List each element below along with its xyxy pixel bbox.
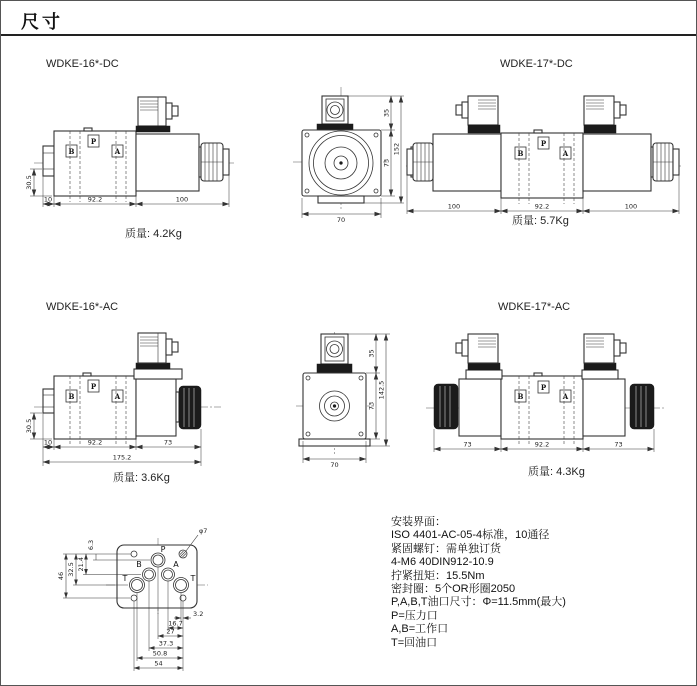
left-connector <box>468 96 498 125</box>
wdke16dc-side-view-drawing <box>26 79 246 219</box>
port-label-t-right: T <box>190 574 196 583</box>
label-wdke17ac: WDKE-17*-AC <box>498 301 571 313</box>
dim-50-8: 50.8 <box>152 649 168 658</box>
port-b: B <box>517 149 524 158</box>
dim-92-2: 92.2 <box>534 202 550 211</box>
dim-32-5: 32.5 <box>67 562 75 577</box>
right-junction-block <box>582 370 618 379</box>
dim-3-2: 3.2 <box>193 610 204 618</box>
port-a: A <box>562 149 569 158</box>
dim-30-5: 30.5 <box>25 175 33 190</box>
port-b: B <box>68 392 75 401</box>
base-flange <box>299 439 370 446</box>
port-label-t-left: T <box>122 574 128 583</box>
wdke17dc-side-view-drawing <box>406 79 696 219</box>
left-port-stub <box>43 389 54 413</box>
port-a: A <box>114 392 121 401</box>
dim-73: 73 <box>163 438 173 447</box>
dim-6-3: 6.3 <box>87 539 95 551</box>
right-solenoid <box>583 379 625 436</box>
label-wdke16ac: WDKE-16*-AC <box>46 301 119 313</box>
dim-16-7: 16.7 <box>168 619 183 628</box>
dim-142-5: 142.5 <box>377 380 386 400</box>
note-line: 4-M6 40DIN912-10.9 <box>391 556 494 569</box>
wdke16ac-side-view-drawing <box>26 326 246 476</box>
title-divider <box>1 34 696 36</box>
dim-100-left: 100 <box>447 202 461 211</box>
right-connector <box>584 334 614 363</box>
note-line: 拧紧扭矩：15.5Nm <box>391 569 485 582</box>
dim-100-right: 100 <box>624 202 638 211</box>
left-solenoid <box>433 134 501 191</box>
dim-92-2: 92.2 <box>87 438 103 447</box>
note-line: T=回油口 <box>391 636 438 649</box>
dim-152: 152 <box>392 142 401 156</box>
port-p: P <box>540 139 547 148</box>
weight-wdke16dc: 质量: 4.2Kg <box>125 228 182 240</box>
port-a: A <box>562 392 569 401</box>
left-junction-block <box>466 370 502 379</box>
weight-wdke17ac: 质量: 4.3Kg <box>528 466 585 478</box>
solenoid-end-cap <box>179 386 201 429</box>
right-solenoid <box>583 134 651 191</box>
dim-73: 73 <box>367 401 376 411</box>
dim-70: 70 <box>330 461 339 469</box>
dim-92-2: 92.2 <box>87 195 103 204</box>
dim-100: 100 <box>175 195 189 204</box>
left-connector <box>468 334 498 363</box>
dc-end-view-drawing <box>291 81 406 231</box>
dim-54: 54 <box>154 659 163 668</box>
note-line: 安装界面： <box>391 516 446 528</box>
note-line: P=压力口 <box>391 609 438 622</box>
dim-10: 10 <box>43 195 53 204</box>
ac-end-view-drawing <box>286 329 406 479</box>
dim-10: 10 <box>43 438 53 447</box>
dim-73: 73 <box>382 158 391 168</box>
port-p: P <box>90 137 97 146</box>
note-line: P,A,B,T油口尺寸：Φ=11.5mm(最大) <box>391 596 566 609</box>
weight-wdke16ac: 质量: 3.6Kg <box>113 472 170 484</box>
dim-73-right: 73 <box>614 440 623 449</box>
left-port-stub <box>43 146 54 176</box>
dim-37-3: 37.3 <box>158 639 174 648</box>
dim-35: 35 <box>382 108 391 118</box>
port-label-a: A <box>173 560 179 569</box>
note-line: ISO 4401-AC-05-4标准，10通径 <box>391 529 550 542</box>
port-b: B <box>68 147 75 156</box>
note-line: 密封圈：5个OR形圈2050 <box>391 583 516 596</box>
dim-70: 70 <box>336 216 346 224</box>
connector-plug <box>166 339 172 355</box>
base-flange <box>318 196 364 203</box>
dim-30-5: 30.5 <box>25 418 33 434</box>
wdke17ac-side-view-drawing <box>406 326 696 476</box>
port-label-b: B <box>136 560 142 569</box>
connector-plug <box>166 103 172 119</box>
port-p: P <box>540 383 547 392</box>
note-line: 紧固螺钉：需单独订货 <box>391 542 501 555</box>
port-label-p: P <box>160 545 166 554</box>
installation-notes <box>391 516 566 650</box>
electrical-connector <box>138 333 166 363</box>
electrical-connector <box>138 97 166 126</box>
dim-46: 46 <box>57 571 65 581</box>
solenoid <box>136 134 199 191</box>
weight-wdke17dc: 质量: 5.7Kg <box>512 215 569 227</box>
left-end-cap <box>434 384 458 429</box>
junction-block <box>134 369 182 379</box>
port-b: B <box>517 392 524 401</box>
page-title: 尺寸 <box>21 12 63 32</box>
right-connector <box>584 96 614 125</box>
right-end-cap <box>630 384 654 429</box>
port-a: A <box>114 147 121 156</box>
dim-27: 27 <box>166 627 175 636</box>
mounting-surface-drawing <box>36 506 271 684</box>
dim-175-2: 175.2 <box>112 453 132 462</box>
left-solenoid <box>459 379 501 436</box>
label-wdke16dc: WDKE-16*-DC <box>46 58 119 70</box>
phi7-callout: φ7 <box>199 527 208 535</box>
port-p: P <box>90 382 97 391</box>
label-wdke17dc: WDKE-17*-DC <box>500 58 573 70</box>
dim-35: 35 <box>367 349 376 358</box>
dim-92-2: 92.2 <box>534 440 550 449</box>
dim-73-left: 73 <box>463 440 472 449</box>
solenoid <box>136 379 176 436</box>
note-line: A,B=工作口 <box>391 623 449 636</box>
dim-21-4: 21.4 <box>77 556 85 572</box>
